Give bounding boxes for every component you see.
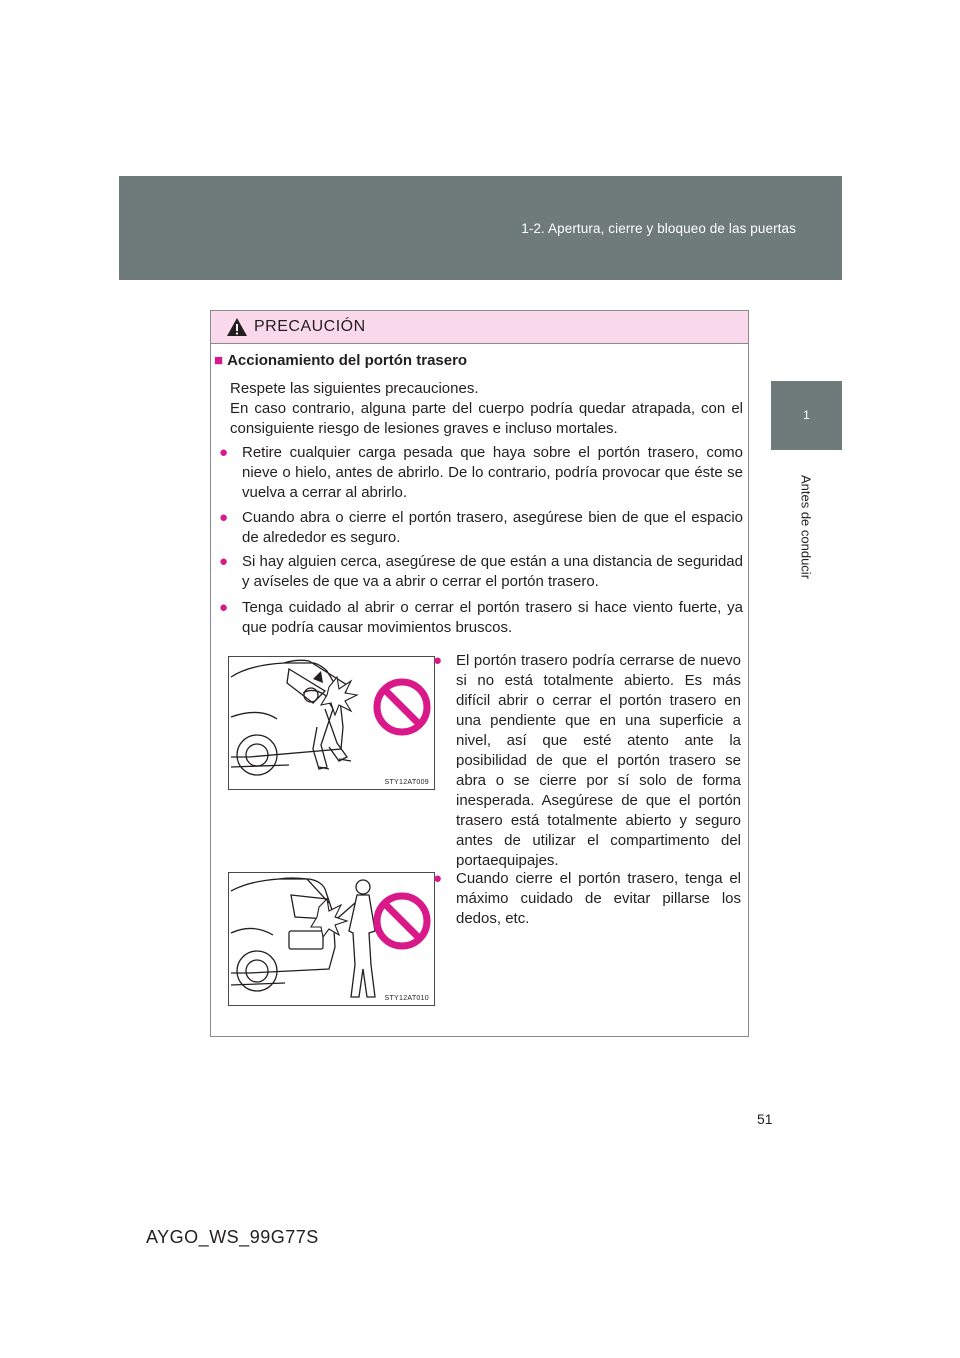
page-number: 51: [757, 1111, 773, 1127]
caution-header: [211, 311, 748, 344]
bullet-dot-icon: ●: [433, 652, 443, 669]
illustration-tailgate-closing: [228, 872, 435, 1006]
prohibited-sign: [377, 682, 427, 732]
chapter-label: Antes de conducir: [798, 474, 814, 580]
section-heading-text: Accionamiento del portón trasero: [227, 352, 468, 369]
bullet-text: Retire cualquier carga pesada que haya sobre el portón trasero, como nieve o hielo, antes de abrirlo. De lo contrario, podría provocar que éste se vuelva a cerrar al abrirlo.: [242, 444, 743, 501]
section-header-title: 1-2. Apertura, cierre y bloqueo de las puertas: [521, 221, 796, 236]
square-bullet-icon: ■: [214, 352, 224, 369]
figure-caption-item: [433, 651, 741, 871]
bullet-dot-icon: ●: [433, 870, 443, 887]
warning-triangle-icon: [226, 317, 248, 337]
bullet-text: Tenga cuidado al abrir o cerrar el portón trasero si hace viento fuerte, ya que podría causar movimientos bruscos.: [242, 599, 743, 636]
header-band: [119, 176, 842, 280]
car-tailgate-closing-icon: [229, 873, 434, 1005]
bullet-dot-icon: ●: [219, 509, 229, 526]
figure-caption-item: [433, 869, 741, 929]
chapter-tab: [771, 381, 842, 450]
illustration-tailgate-opening: [228, 656, 435, 790]
caution-title: PRECAUCIÓN: [254, 318, 366, 335]
section-heading: [214, 352, 467, 369]
figure-code: STY12AT010: [384, 995, 429, 1002]
caution-box: [210, 310, 749, 1037]
bullet-text: Si hay alguien cerca, asegúrese de que están a una distancia de seguridad y avíseles de que va a abrir o cerrar el portón trasero.: [242, 553, 743, 590]
figure-code: STY12AT009: [384, 779, 429, 786]
bullet-dot-icon: ●: [219, 599, 229, 616]
chapter-number: 1: [803, 408, 810, 422]
bullet-text: Cuando abra o cierre el portón trasero, asegúrese bien de que el espacio de alrededor es seguro.: [242, 509, 743, 546]
car-tailgate-person-icon: [229, 657, 434, 789]
bullet-dot-icon: ●: [219, 444, 229, 461]
bullet-item: [219, 508, 743, 548]
bullet-item: [219, 552, 743, 592]
figure-caption-text: El portón trasero podría cerrarse de nuevo si no está totalmente abierto. Es más difícil abrir o cerrar el portón trasero en una pendiente que en una superficie a nivel, así que esté atento ante la posibilidad de que el portón trasero se abra o se cierre por sí solo de forma inesperada. Asegúrese de que el portón trasero está totalmente abierto y seguro antes de utilizar el compartimento del portaequipajes.: [456, 652, 741, 869]
bullet-item: [219, 598, 743, 638]
bullet-dot-icon: ●: [219, 553, 229, 570]
bullet-item: [219, 443, 743, 503]
intro-paragraph: Respete las siguientes precauciones. En caso contrario, alguna parte del cuerpo podría quedar atrapada, con el consiguiente riesgo de lesiones graves e incluso mortales.: [230, 380, 743, 437]
figure-caption-text: Cuando cierre el portón trasero, tenga el máximo cuidado de evitar pillarse los dedos, etc.: [456, 870, 741, 927]
document-code: AYGO_WS_99G77S: [146, 1227, 319, 1247]
